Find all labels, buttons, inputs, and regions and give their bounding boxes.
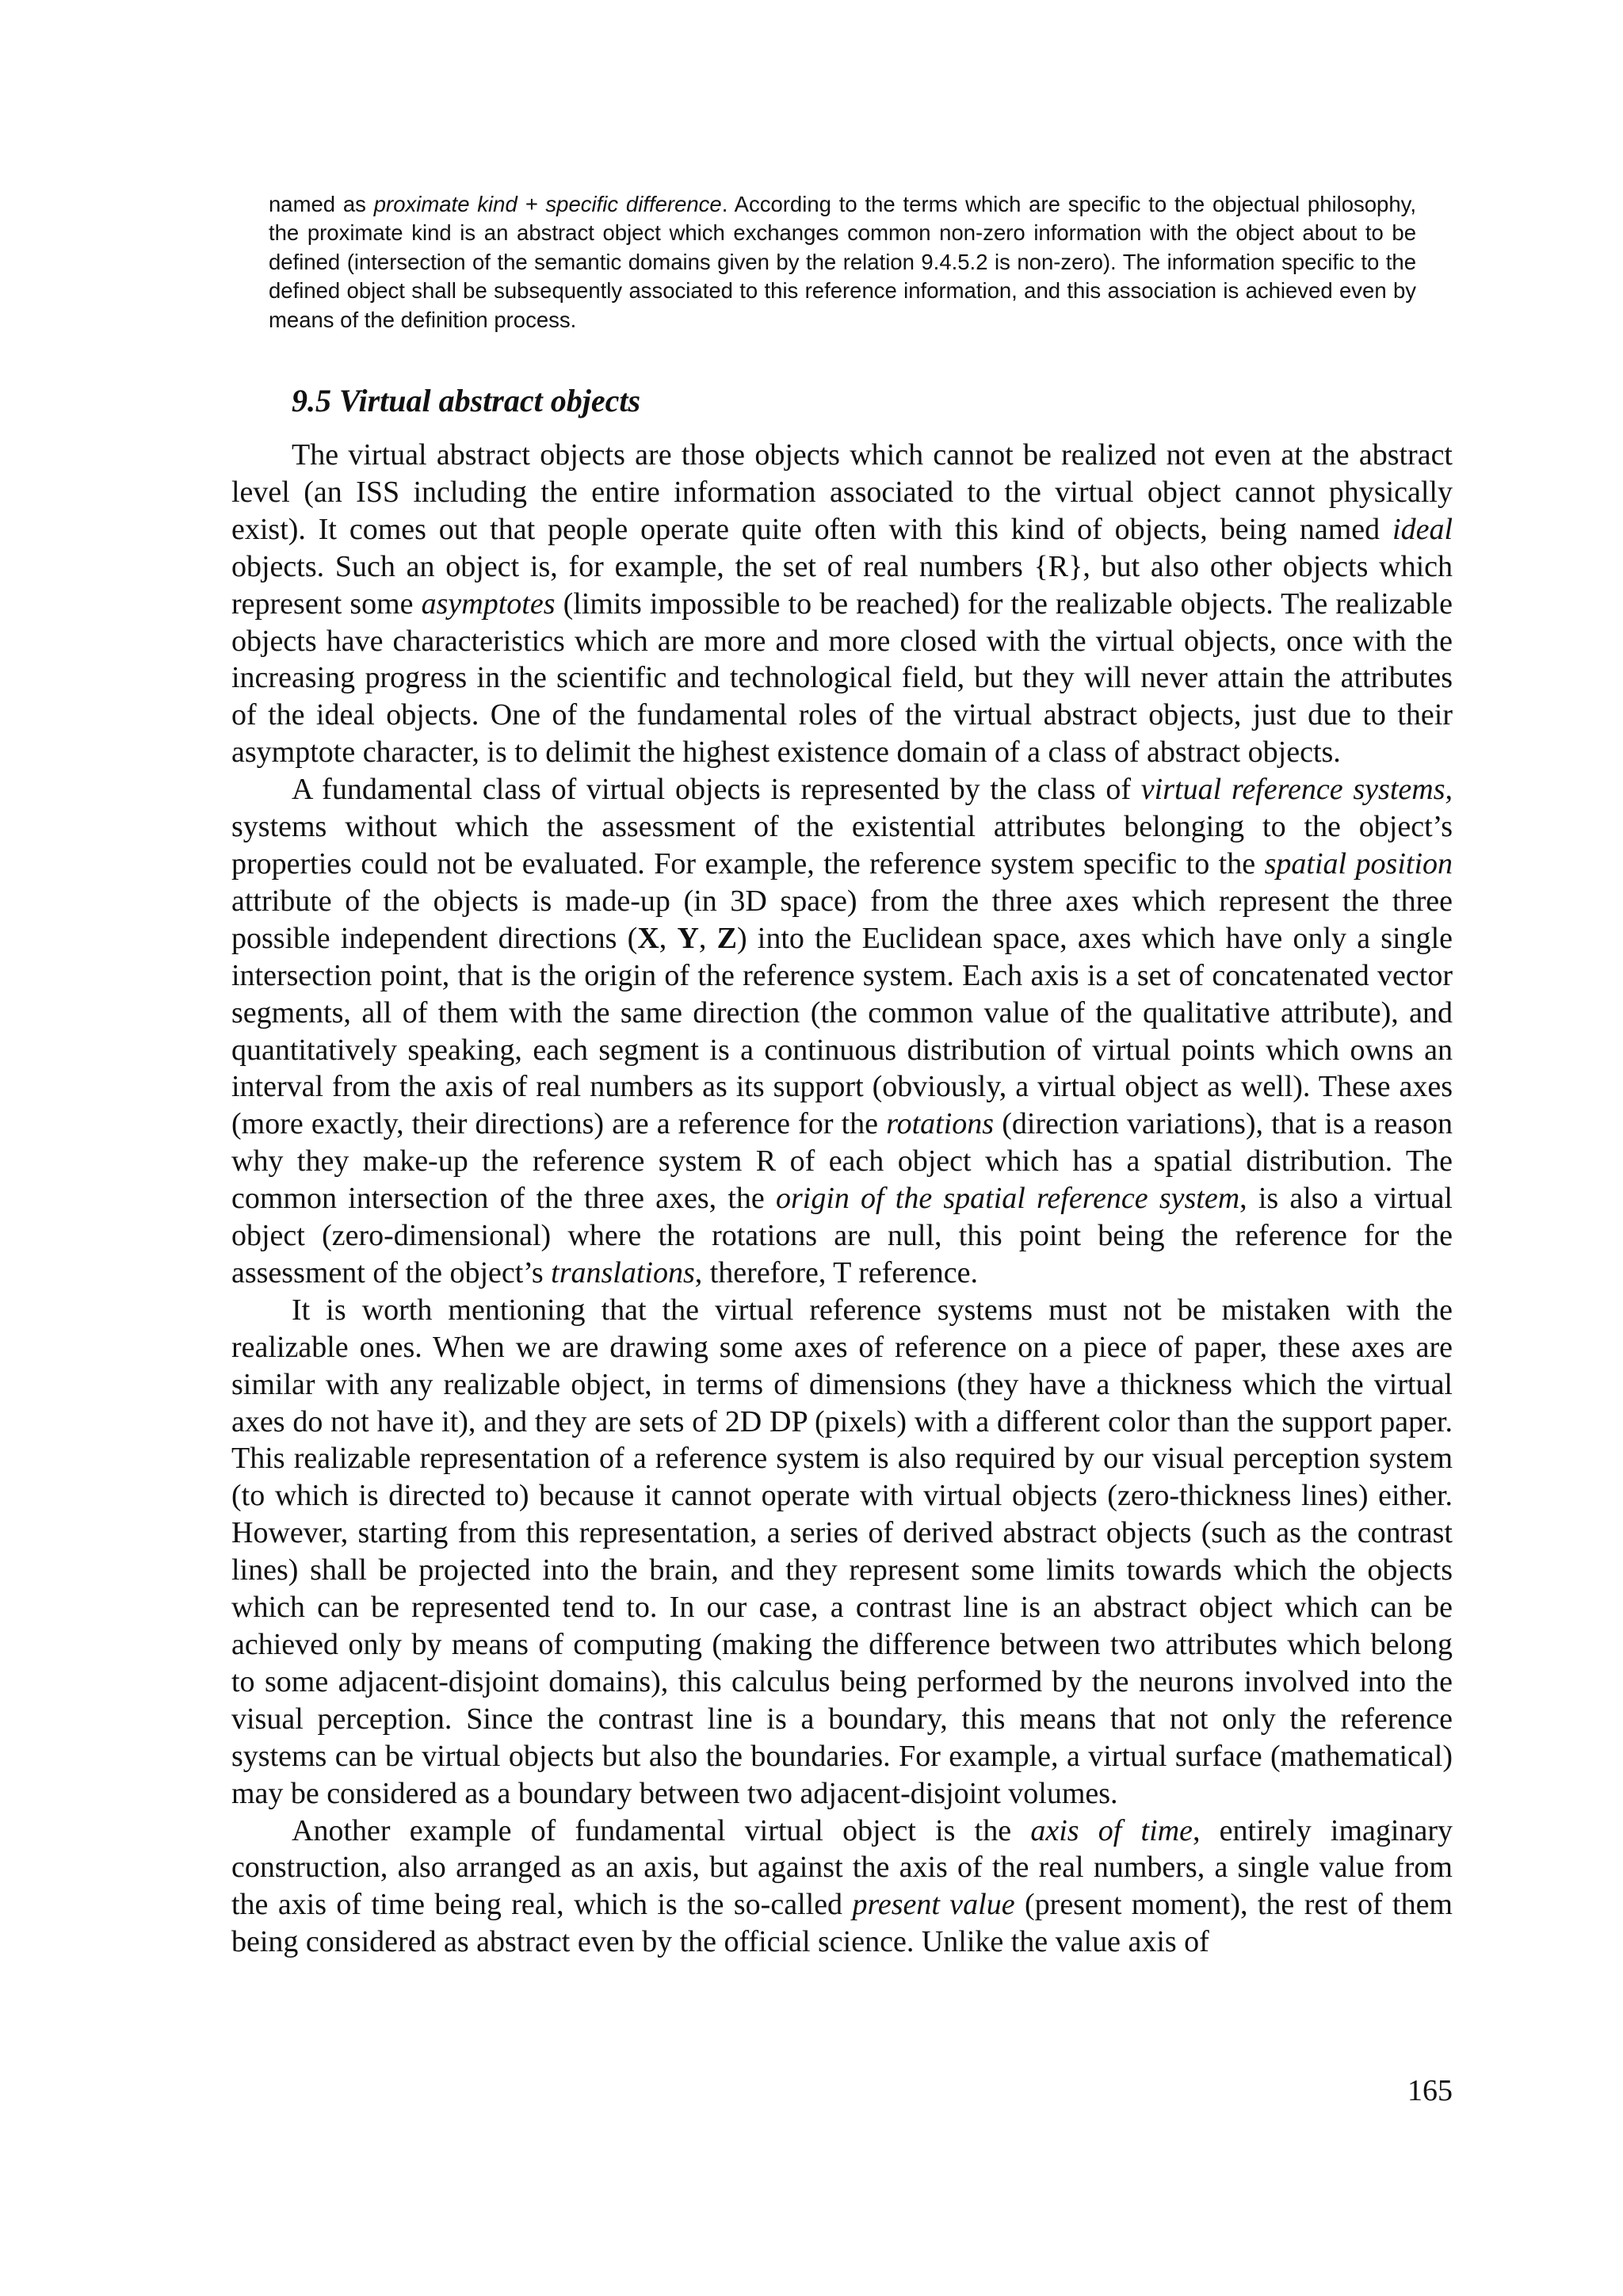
text-run: A fundamental class of virtual objects is represented by the class of xyxy=(292,773,1141,807)
note-term: proximate kind + specific difference xyxy=(373,192,722,216)
text-run: It is worth mentioning that the virtual reference systems must not be mistaken with the realizable ones. When we are drawing some axes of reference on a piece of paper, these axes are similar with any realizable object, in terms of dimensions (they have a thickness which the virtual axes do not have it), and they are sets of 2D DP (pixels) with a different color than the support paper. This realizable representation of a reference system is also required by our visual perception system (to which is directed to) because it cannot operate with virtual objects (zero-thickness lines) either. However, starting from this representation, a series of derived abstract objects (such as the contrast lines) shall be projected into the brain, and they represent some limits towards which the objects which can be represented tend to. In our case, a contrast line is an abstract object which can be achieved only by means of computing (making the difference between two attributes which belong to some adjacent-disjoint domains), this calculus being performed by the neurons involved into the visual perception. Since the contrast line is a boundary, this means that not only the reference systems can be virtual objects but also the boundaries. For example, a virtual surface (mathematical) may be considered as a boundary between two adjacent-disjoint volumes. xyxy=(231,1293,1453,1810)
emphasis: rotations xyxy=(886,1107,995,1141)
text-run: attribute of the objects is made-up (in 3D space) from the three axes which represent the three possible independent directions ( xyxy=(231,884,1453,955)
emphasis: axis of time xyxy=(1030,1813,1193,1847)
text-run: ) into the Euclidean space, axes which have only a single intersection point, that is the origin of the reference system. Each axis is a set of concatenated vector segments, all of them with the same direction (the common value of the qualitative attribute), and quantitatively speaking, each segment is a continuous distribution of virtual points which owns an interval from the axis of real numbers as its support (obviously, a virtual object as well). These axes (more exactly, their directions) are a reference for the xyxy=(231,921,1453,1141)
paragraph-2 xyxy=(231,771,1453,1292)
text-run: , entirely imaginary construction, also arranged as an axis, but against the axis of the real numbers, a single value from the axis of time being real, which is the so-called xyxy=(231,1813,1453,1922)
emphasis: translations xyxy=(551,1255,695,1289)
text-run: (present moment), the rest of them being considered as abstract even by the official science. Unlike the value axis of xyxy=(231,1888,1453,1959)
text-run: , xyxy=(698,921,717,955)
text-run: objects. Such an object is, for example, the set of real numbers {R}, but also other objects which represent some xyxy=(231,549,1453,621)
section-heading: 9.5 Virtual abstract objects xyxy=(292,383,641,418)
emphasis: virtual reference systems, xyxy=(1140,773,1453,807)
note-block xyxy=(269,190,1416,334)
emphasis: origin of the spatial reference system xyxy=(775,1182,1240,1216)
text-run: , therefore, T reference. xyxy=(694,1255,979,1289)
paragraph-1 xyxy=(231,437,1453,771)
body-text xyxy=(231,437,1453,1961)
axis-label-y: Y xyxy=(677,921,699,955)
note-text-2: . According to the terms which are specific to the objectual philosophy, the proximate kind is an abstract object which exchanges common non-zero information with the object about to be defined (intersection of the semantic domains given by the relation 9.4.5.2 is non-zero). The information specific to the defined object shall be subsequently associated to this reference information, and this association is achieved even by means of the definition process. xyxy=(269,192,1416,332)
emphasis: present value xyxy=(852,1888,1015,1922)
axis-label-x: X xyxy=(637,921,659,955)
text-run: , xyxy=(659,921,678,955)
text-run: systems without which the assessment of the existential attributes belonging to the object’s properties could not be evaluated. For example, the reference system specific to the xyxy=(231,810,1453,881)
note-paragraph xyxy=(269,190,1416,334)
emphasis: ideal xyxy=(1392,512,1453,546)
axis-label-z: Z xyxy=(716,921,737,955)
emphasis: spatial position xyxy=(1264,846,1453,881)
text-run: The virtual abstract objects are those objects which cannot be realized not even at the abstract level (an ISS including the entire information associated to the virtual object cannot physically exist). It comes out that people operate quite often with this kind of objects, being named xyxy=(231,438,1453,546)
paragraph-4 xyxy=(231,1813,1453,1962)
emphasis: asymptotes xyxy=(421,586,556,621)
text-run: Another example of fundamental virtual object is the xyxy=(292,1813,1031,1847)
text-run: (limits impossible to be reached) for the realizable objects. The realizable objects have characteristics which are more and more closed with the virtual objects, once with the increasing progress in the scientific and technological field, but they will never attain the attributes of the ideal objects. One of the fundamental roles of the virtual abstract objects, just due to their asymptote character, is to delimit the highest existence domain of a class of abstract objects. xyxy=(231,586,1453,770)
text-run: (direction variations), that is a reason why they make-up the reference system R of each object which has a spatial distribution. The common intersection of the three axes, the xyxy=(231,1107,1453,1216)
note-text-1: named as xyxy=(269,192,374,216)
page-number: 165 xyxy=(1407,2074,1453,2107)
paragraph-3 xyxy=(231,1292,1453,1813)
text-run: , is also a virtual object (zero-dimensional) where the rotations are null, this point being the reference for the assessment of the object’s xyxy=(231,1182,1453,1289)
